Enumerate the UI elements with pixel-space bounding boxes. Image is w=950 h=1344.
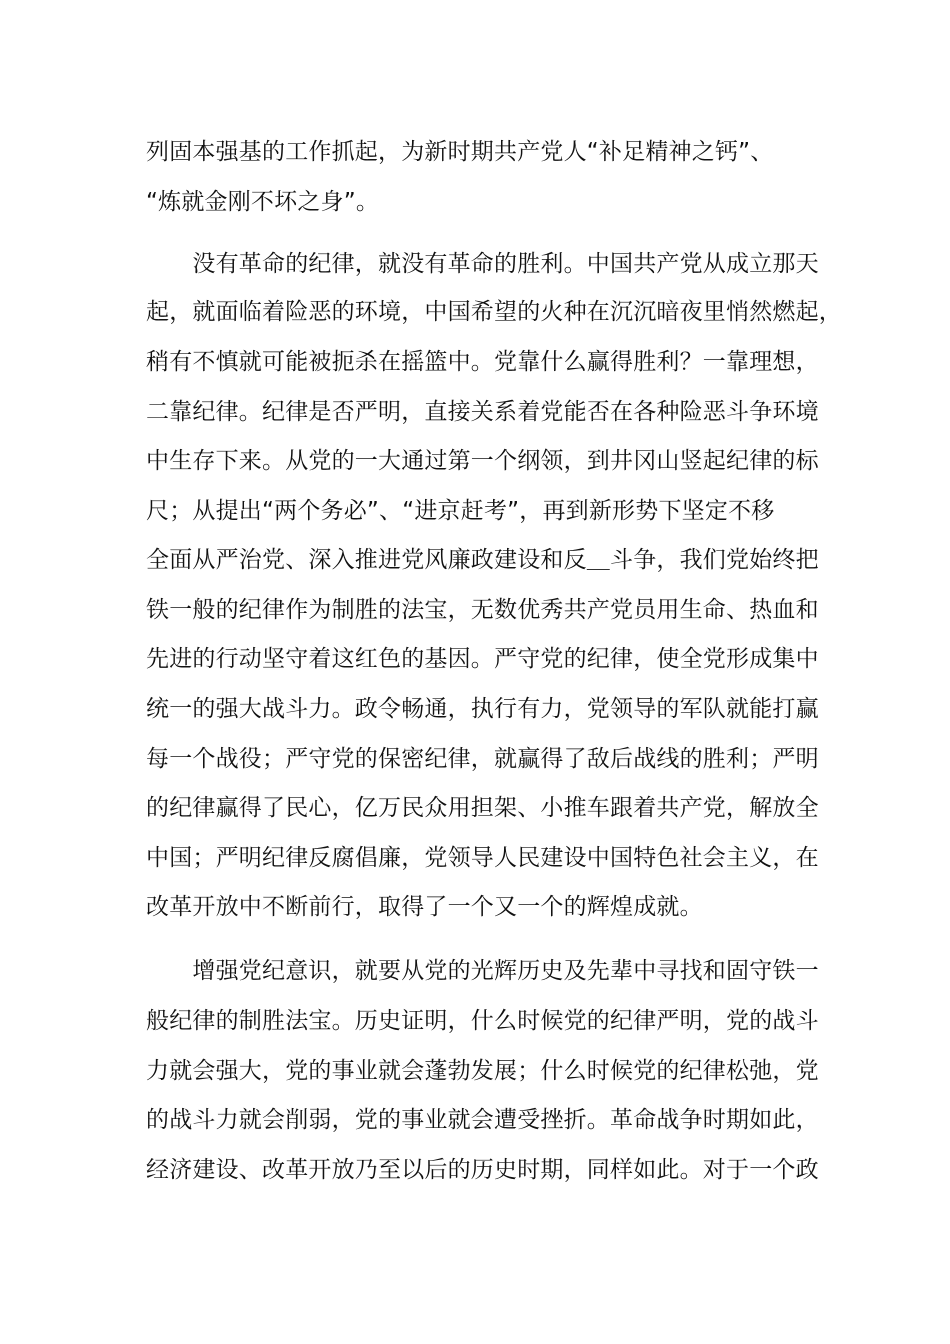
text-line: 稍有不慎就可能被扼杀在摇篮中。党靠什么赢得胜利？一靠理想， [146, 349, 819, 375]
text-line: 的纪律赢得了民心，亿万民众用担架、小推车跟着共产党，解放全 [146, 795, 819, 821]
text-line: 没有革命的纪律，就没有革命的胜利。中国共产党从成立那天 [146, 251, 819, 277]
text-line: 二靠纪律。纪律是否严明，直接关系着党能否在各种险恶斗争环境 [146, 399, 819, 425]
text-line: 般纪律的制胜法宝。历史证明，什么时候党的纪律严明，党的战斗 [146, 1008, 819, 1034]
text-line: 全面从严治党、深入推进党风廉政建设和反＿斗争，我们党始终把 [146, 547, 819, 573]
text-line: 先进的行动坚守着这红色的基因。严守党的纪律，使全党形成集中 [146, 646, 819, 672]
text-line: 中国；严明纪律反腐倡廉，党领导人民建设中国特色社会主义，在 [146, 845, 819, 871]
text-line: 中生存下来。从党的一大通过第一个纲领，到井冈山竖起纪律的标 [146, 448, 819, 474]
text-line: 经济建设、改革开放乃至以后的历史时期，同样如此。对于一个政 [146, 1157, 819, 1183]
text-line: “炼就金刚不坏之身”。 [146, 189, 380, 215]
text-line: 统一的强大战斗力。政令畅通，执行有力，党领导的军队就能打赢 [146, 696, 819, 722]
text-line: 力就会强大，党的事业就会蓬勃发展；什么时候党的纪律松弛，党 [146, 1058, 819, 1084]
text-line: 每一个战役；严守党的保密纪律，就赢得了敌后战线的胜利；严明 [146, 746, 819, 772]
text-line: 尺；从提出“两个务必”、“进京赶考”，再到新形势下坚定不移 [146, 498, 775, 524]
text-line: 改革开放中不断前行，取得了一个又一个的辉煌成就。 [146, 894, 703, 920]
text-line: 铁一般的纪律作为制胜的法宝，无数优秀共产党员用生命、热血和 [146, 597, 819, 623]
text-line: 起，就面临着险恶的环境，中国希望的火种在沉沉暗夜里悄然燃起， [146, 299, 842, 325]
text-line: 列固本强基的工作抓起，为新时期共产党人“补足精神之钙”、 [146, 139, 774, 165]
text-line: 的战斗力就会削弱，党的事业就会遭受挫折。革命战争时期如此， [146, 1107, 819, 1133]
text-line: 增强党纪意识，就要从党的光辉历史及先辈中寻找和固守铁一 [146, 958, 819, 984]
